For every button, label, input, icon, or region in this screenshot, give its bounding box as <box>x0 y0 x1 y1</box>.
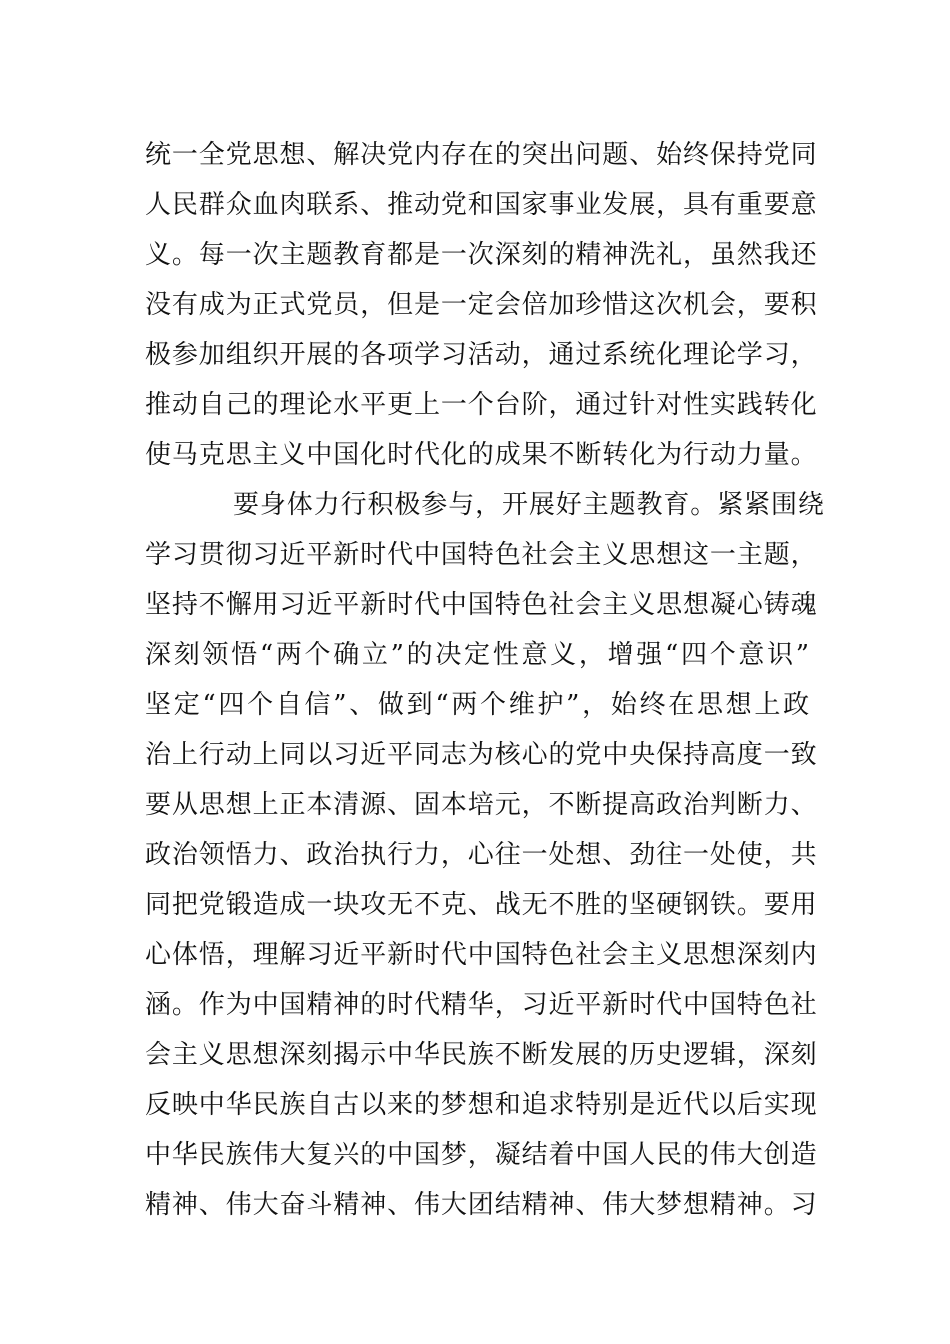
text-line: 中华民族伟大复兴的中国梦，凝结着中国人民的伟大创造 <box>145 1140 818 1170</box>
text-line: 极参加组织开展的各项学习活动，通过系统化理论学习， <box>145 340 818 370</box>
text-line: 人民群众血肉联系、推动党和国家事业发展，具有重要意 <box>145 190 818 220</box>
text-line: 推动自己的理论水平更上一个台阶，通过针对性实践转化 <box>145 390 818 420</box>
text-line: 精神、伟大奋斗精神、伟大团结精神、伟大梦想精神。习 <box>145 1190 818 1220</box>
paragraph-first-line: 要身体力行积极参与，开展好主题教育。紧紧围绕 <box>233 490 825 520</box>
text-line: 没有成为正式党员，但是一定会倍加珍惜这次机会，要积 <box>145 290 818 320</box>
text-line: 义。每一次主题教育都是一次深刻的精神洗礼，虽然我还 <box>145 240 818 270</box>
text-line: 反映中华民族自古以来的梦想和追求特别是近代以后实现 <box>145 1090 818 1120</box>
text-line: 治上行动上同以习近平同志为核心的党中央保持高度一致 <box>145 740 818 770</box>
text-line: 坚持不懈用习近平新时代中国特色社会主义思想凝心铸魂 <box>145 590 818 620</box>
text-line: 同把党锻造成一块攻无不克、战无不胜的坚硬钢铁。要用 <box>145 890 818 920</box>
text-line: 坚定“四个自信”、做到“两个维护”，始终在思想上政 <box>145 690 810 720</box>
text-line: 统一全党思想、解决党内存在的突出问题、始终保持党同 <box>145 140 818 170</box>
text-line: 会主义思想深刻揭示中华民族不断发展的历史逻辑，深刻 <box>145 1040 818 1070</box>
text-line: 涵。作为中国精神的时代精华，习近平新时代中国特色社 <box>145 990 818 1020</box>
text-line: 深刻领悟“两个确立”的决定性意义，增强“四个意识” <box>145 640 810 670</box>
text-line: 心体悟，理解习近平新时代中国特色社会主义思想深刻内 <box>145 940 818 970</box>
text-line: 学习贯彻习近平新时代中国特色社会主义思想这一主题， <box>145 540 818 570</box>
text-line: 使马克思主义中国化时代化的成果不断转化为行动力量。 <box>145 440 818 470</box>
text-line: 要从思想上正本清源、固本培元，不断提高政治判断力、 <box>145 790 818 820</box>
body-text <box>145 130 825 1230</box>
text-line: 政治领悟力、政治执行力，心往一处想、劲往一处使，共 <box>145 840 818 870</box>
